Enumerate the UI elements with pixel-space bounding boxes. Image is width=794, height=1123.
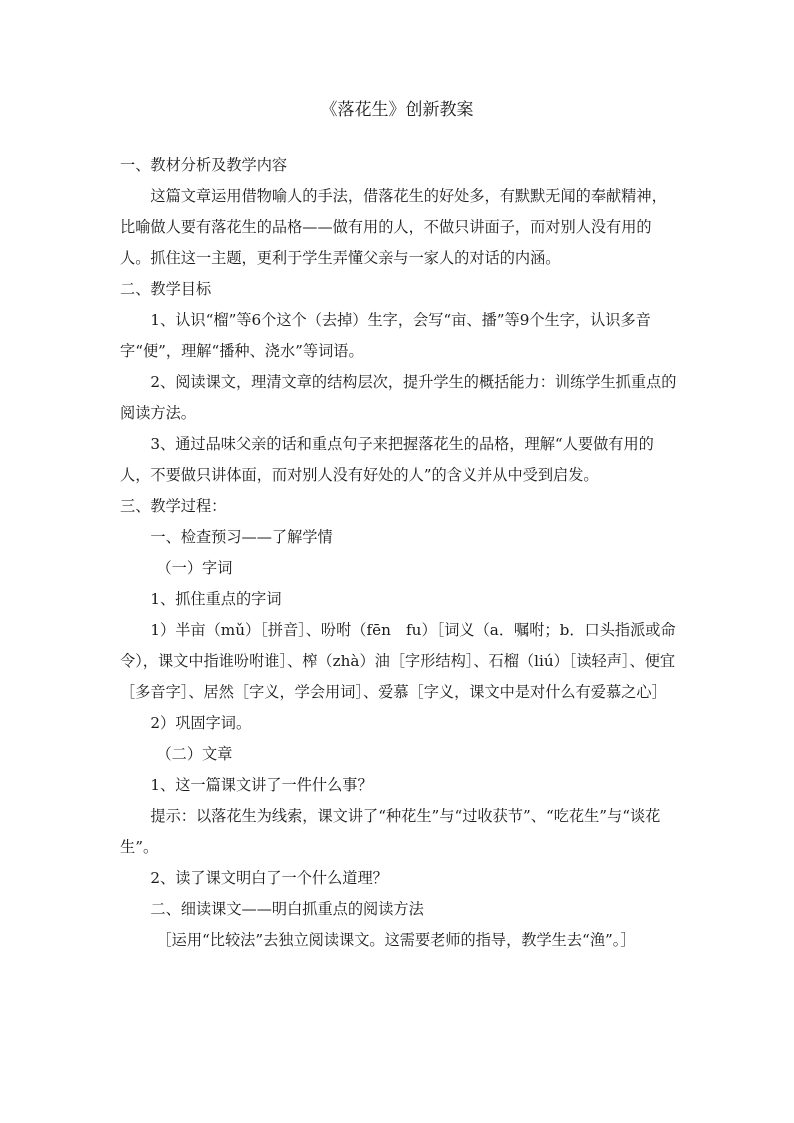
paragraph: 1、认识“榴”等6个这个（去掉）生字，会写“亩、播”等9个生字，认识多音字“便”，理解“播种、浇水”等词语。 [120,311,651,360]
section-heading: 一、教材分析及教学内容 [120,156,288,174]
section-heading: 二、教学目标 [120,280,212,298]
subsection-heading: （一）字词 [156,559,233,577]
paragraph: 这篇文章运用借物喻人的手法，借落花生的好处多，有默默无闻的奉献精神，比喻做人要有落花生的品格——做有用的人，不做只讲面子，而对别人没有用的人。抓住这一主题，更利于学生弄懂父亲与一家人的对话的内涵。 [120,187,667,267]
question: 2、读了课文明白了一个什么道理？ [150,869,388,887]
subsection-heading: 一、检查预习——了解学情 [150,528,333,546]
question: 1、这一篇课文讲了一件什么事？ [150,776,373,794]
document-body [120,150,680,956]
note-paragraph: ［运用“比较法”去独立阅读课文。这需要老师的指导，教学生去“渔”。］ [156,931,636,949]
paragraph: 2、阅读课文，理清文章的结构层次，提升学生的概括能力：训练学生抓重点的阅读方法。 [120,373,677,422]
paragraph: 1、抓住重点的字词 [150,590,282,608]
document-title: 《落花生》创新教案 [320,100,474,120]
subsection-heading: 二、细读课文——明白抓重点的阅读方法 [150,900,424,918]
paragraph: 1）半亩（mǔ）［拼音］、吩咐（fēn fu）［词义（a．嘱咐；b．口头指派或命令），课文中指谁吩咐谁］、榨（zhà）油［字形结构］、石榴（liú）［读轻声］、便宜［多音字］、居然［字义，学会用词］、爱慕［字义，课文中是对什么有爱慕之心］ [120,621,676,701]
paragraph: 3、通过品味父亲的话和重点句子来把握落花生的品格，理解“人要做有用的人，不要做只讲体面，而对别人没有好处的人”的含义并从中受到启发。 [120,435,654,484]
paragraph: 2）巩固字词。 [150,714,252,732]
hint-paragraph: 提示：以落花生为线索，课文讲了“种花生”与“过收获节”、“吃花生”与“谈花生”。 [120,807,661,856]
section-heading: 三、教学过程： [120,497,227,515]
subsection-heading: （二）文章 [156,745,233,763]
